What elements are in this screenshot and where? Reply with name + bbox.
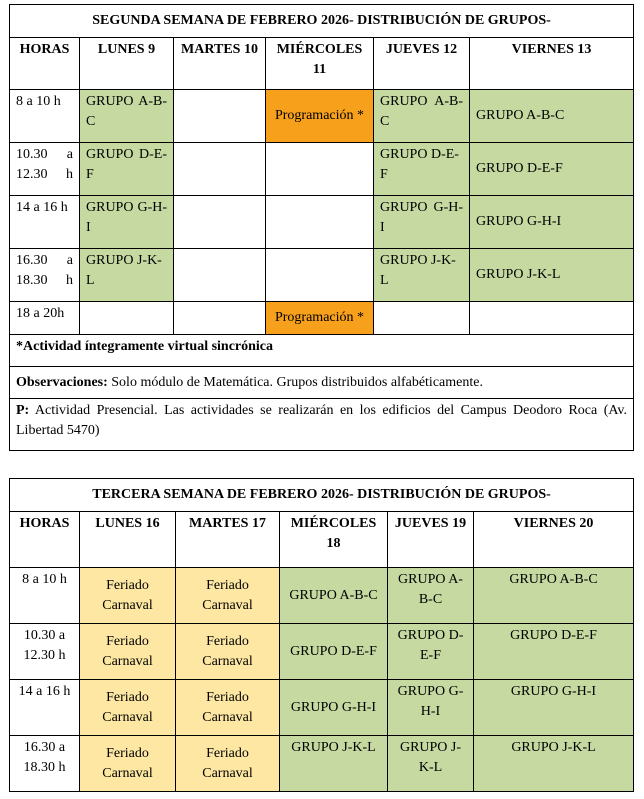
group-cell: GRUPO J-K-L [80,249,174,302]
table-row [10,143,634,196]
group-cell: GRUPO D-E-F [280,624,388,680]
hour-cell: 14 a 16 h [10,196,80,249]
virtual-note: *Actividad íntegramente virtual sincrónica [10,335,634,367]
holiday-cell: Feriado Carnaval [80,680,176,736]
hour-cell: 18 a 20h [10,302,80,335]
table-row [10,90,634,143]
hour-cell: 14 a 16 h [10,680,80,736]
hour-cell: 8 a 10 h [10,568,80,624]
group-cell: GRUPO G-H-I [474,680,634,736]
group-cell: GRUPO A-B-C [470,90,634,143]
group-cell: GRUPO D-E-F [80,143,174,196]
holiday-cell: Feriado Carnaval [80,568,176,624]
empty-cell [80,302,174,335]
empty-cell [174,143,266,196]
week3-header-miercoles: MIÉRCOLES 18 [280,512,388,568]
table-row [10,624,634,680]
table-row [10,249,634,302]
week2-header-lunes: LUNES 9 [80,38,174,90]
group-cell: GRUPO D-E-F [470,143,634,196]
week3-header-lunes: LUNES 16 [80,512,176,568]
hour-cell: 10.30 a 12.30 h [10,143,80,196]
empty-cell [174,302,266,335]
empty-cell [266,143,374,196]
week2-schedule-table [9,4,634,451]
empty-cell [266,249,374,302]
table-row [10,568,634,624]
holiday-cell: Feriado Carnaval [176,736,280,792]
table-row [10,680,634,736]
observations [10,367,634,399]
group-cell: GRUPO J-K-L [388,736,474,792]
week2-header-horas: HORAS [10,38,80,90]
table-row [10,302,634,335]
empty-cell [174,90,266,143]
holiday-cell: Feriado Carnaval [80,624,176,680]
week2-header-viernes: VIERNES 13 [470,38,634,90]
observations-label: Observaciones: [16,374,108,390]
group-cell: GRUPO D-E-F [388,624,474,680]
week3-header-jueves: JUEVES 19 [388,512,474,568]
group-cell: GRUPO A-B-C [80,90,174,143]
week2-header-miercoles: MIÉRCOLES 11 [266,38,374,90]
group-cell: GRUPO G-H-I [388,680,474,736]
empty-cell [470,302,634,335]
programacion-cell: Programación * [266,90,374,143]
observations-text: Solo módulo de Matemática. Grupos distribuidos alfabéticamente. [107,374,483,390]
week3-title: TERCERA SEMANA DE FEBRERO 2026- DISTRIBUCIÓN DE GRUPOS- [10,479,634,512]
table-row [10,196,634,249]
empty-cell [174,249,266,302]
holiday-cell: Feriado Carnaval [176,680,280,736]
group-cell: GRUPO A-B-C [280,568,388,624]
empty-cell [174,196,266,249]
holiday-cell: Feriado Carnaval [176,568,280,624]
week3-header-viernes: VIERNES 20 [474,512,634,568]
week2-title: SEGUNDA SEMANA DE FEBRERO 2026- DISTRIBUCIÓN DE GRUPOS- [10,5,634,38]
group-cell: GRUPO J-K-L [474,736,634,792]
group-cell: GRUPO G-H-I [280,680,388,736]
group-cell: GRUPO D-E-F [474,624,634,680]
week3-header-horas: HORAS [10,512,80,568]
empty-cell [374,302,470,335]
group-cell: GRUPO A-B-C [474,568,634,624]
group-cell: GRUPO A-B-C [388,568,474,624]
group-cell: GRUPO D-E-F [374,143,470,196]
holiday-cell: Feriado Carnaval [176,624,280,680]
group-cell: GRUPO G-H-I [470,196,634,249]
group-cell: GRUPO J-K-L [280,736,388,792]
holiday-cell: Feriado Carnaval [80,736,176,792]
week2-header-martes: MARTES 10 [174,38,266,90]
group-cell: GRUPO G-H-I [80,196,174,249]
group-cell: GRUPO J-K-L [470,249,634,302]
week3-schedule-table [9,478,634,792]
week3-header-martes: MARTES 17 [176,512,280,568]
presencial-note [10,399,634,451]
hour-cell: 16.30 a 18.30 h [10,249,80,302]
table-row [10,736,634,792]
empty-cell [266,196,374,249]
week2-header-jueves: JUEVES 12 [374,38,470,90]
presencial-label: P: [16,403,30,418]
presencial-text: Actividad Presencial. Las actividades se realizarán en los edificios del Campus Deodoro Roca (Av. Libertad 5470) [16,403,628,438]
group-cell: GRUPO J-K-L [374,249,470,302]
group-cell: GRUPO G-H-I [374,196,470,249]
hour-cell: 10.30 a 12.30 h [10,624,80,680]
programacion-cell: Programación * [266,302,374,335]
group-cell: GRUPO A-B-C [374,90,470,143]
hour-cell: 8 a 10 h [10,90,80,143]
hour-cell: 16.30 a 18.30 h [10,736,80,792]
